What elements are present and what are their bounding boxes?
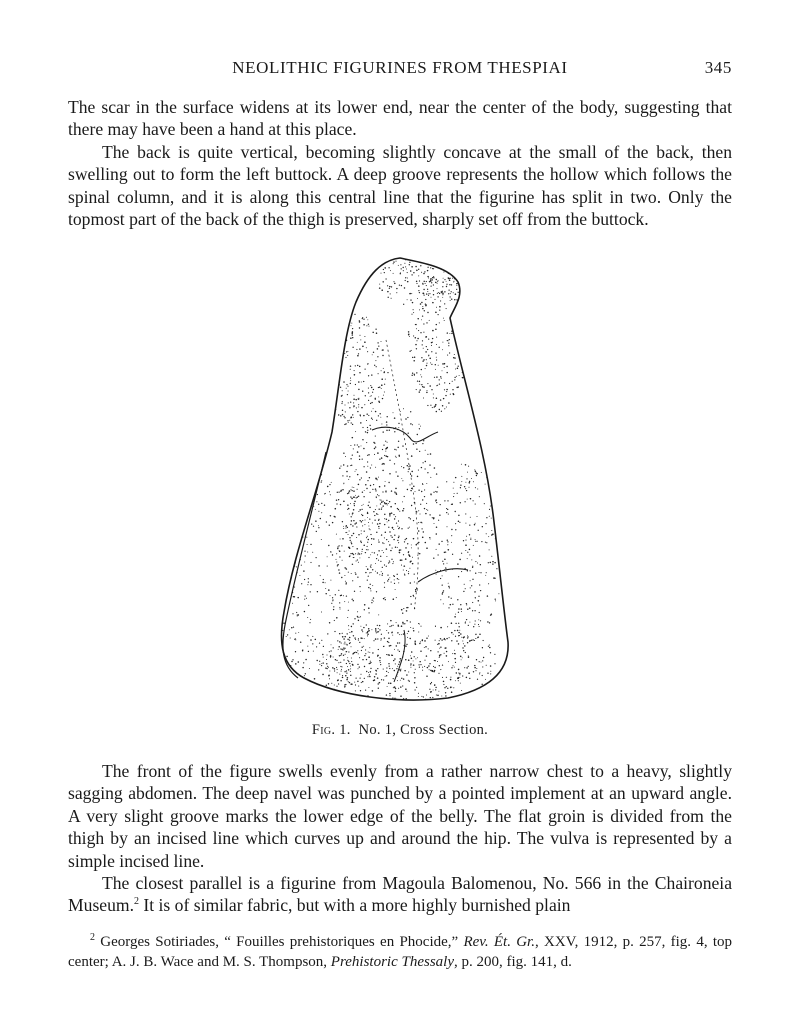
running-title: NEOLITHIC FIGURINES FROM THESPIAI	[232, 58, 568, 77]
parallel-text-end: It is of similar fabric, but with a more highly burnished plain	[138, 895, 571, 916]
footnote-text-3: , p. 200, fig. 141, d.	[453, 954, 572, 970]
paragraph-back: The back is quite vertical, becoming slightly concave at the small of the back, then swelling out to form the left buttock. A deep groove represents the hollow which follows the spinal column, and it is along this central line that the figurine has split in two. Only the topmost part of the back of the thigh is preserved, sharply set off from the buttock.	[68, 142, 732, 230]
paragraph-front: The front of the figure swells evenly from a rather narrow chest to a heavy, slightly sagging abdomen. The deep navel was punched by a pointed implement at an upward angle. A very slight groove marks the lower edge of the belly. The flat groin is divided from the thigh by an incised line which curves up and around the hip. The vulva is represented by a simple incised line.	[68, 761, 732, 871]
footnote-text-1: Georges Sotiriades, “ Fouilles prehistoriques en Phocide,”	[95, 934, 464, 950]
footnote-ref: 2	[133, 896, 139, 908]
ridge-line	[386, 340, 418, 612]
paragraph-parallel	[68, 872, 732, 917]
figurine-drawing	[268, 252, 528, 712]
footnote-text-2: , XXV, 1912, p. 257, fig. 4, top center; A. J. B. Wace and M. S. Thompson,	[68, 934, 733, 970]
figure-cross-section	[268, 252, 528, 712]
outer-contour	[283, 452, 326, 678]
caption-text: No. 1, Cross Section.	[358, 722, 489, 738]
parallel-text-start: The closest parallel is a figurine from Magoula Balomenou, No. 566 in the Chaironeia Museum.	[68, 873, 732, 916]
footnote-number: 2	[90, 932, 95, 943]
page-number: 345	[704, 58, 732, 77]
figurine-outline	[281, 258, 508, 700]
figure-caption	[68, 722, 732, 739]
footnote	[68, 932, 732, 972]
caption-label: Fig. 1.	[311, 722, 351, 738]
footnote-book: Prehistoric Thessaly	[330, 954, 454, 970]
footnote-journal: Rev. Ét. Gr.	[463, 934, 535, 950]
paragraph-scar: The scar in the surface widens at its lower end, near the center of the body, suggesting that there may have been a hand at this place.	[68, 97, 732, 140]
groove-middle	[418, 569, 468, 582]
groove-lower	[394, 630, 405, 682]
page-header	[68, 58, 732, 82]
